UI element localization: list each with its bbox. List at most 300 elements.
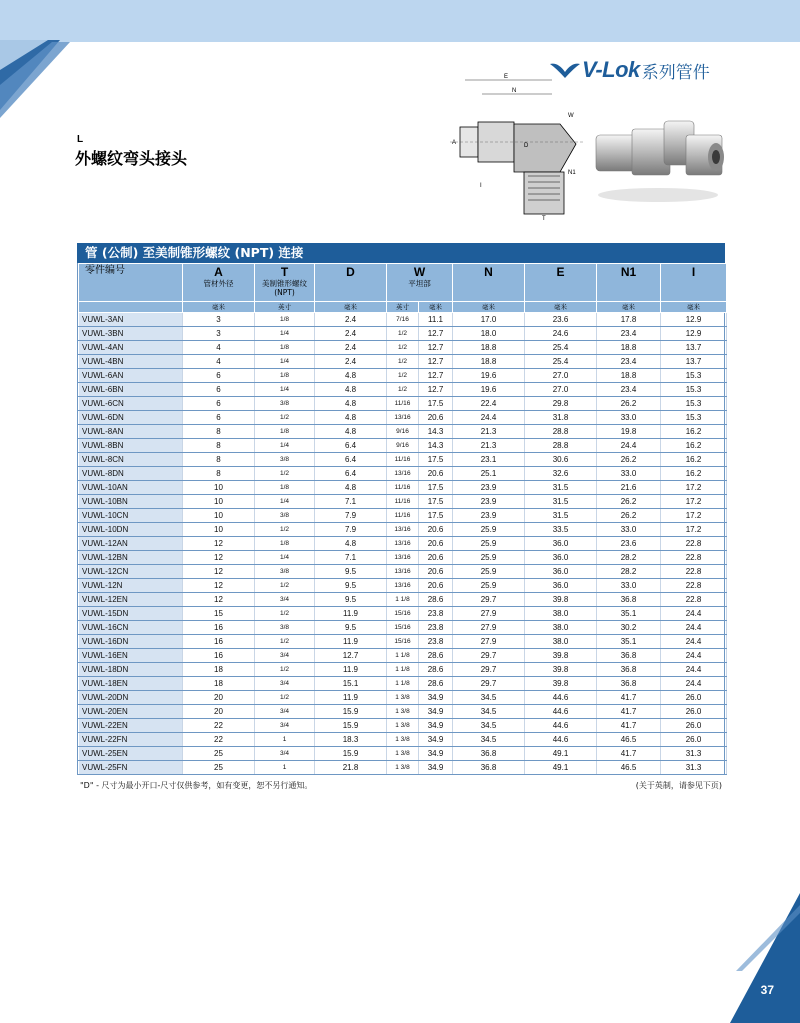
- brand-series: 系列管件: [641, 62, 710, 83]
- table-cell: 2.4: [315, 327, 387, 341]
- table-cell: 16.2: [661, 467, 727, 481]
- table-cell: 1/4: [255, 355, 315, 369]
- table-cell: 27.0: [525, 383, 597, 397]
- table-cell: 17.2: [661, 509, 727, 523]
- table-cell: 18.8: [597, 369, 661, 383]
- table-cell: 15.3: [661, 369, 727, 383]
- table-cell: 3/8: [255, 453, 315, 467]
- table-cell: 1 3/8: [387, 719, 419, 733]
- table-row: [79, 691, 727, 705]
- col-header-w: W 平坦部: [387, 264, 453, 302]
- col-header-part-no: 零件编号: [79, 264, 183, 302]
- table-cell: 18: [183, 677, 255, 691]
- table-cell: 15/16: [387, 635, 419, 649]
- table-cell: 13/16: [387, 565, 419, 579]
- table-cell: 26.0: [661, 705, 727, 719]
- table-cell: 15/16: [387, 621, 419, 635]
- table-cell: 3/8: [255, 565, 315, 579]
- table-cell: 28.2: [597, 551, 661, 565]
- table-cell: 1/2: [255, 523, 315, 537]
- table-cell: 2.4: [315, 313, 387, 327]
- table-cell: 34.9: [419, 761, 453, 775]
- table-cell: 38.0: [525, 635, 597, 649]
- table-cell: 23.4: [597, 383, 661, 397]
- table-cell: 8: [183, 425, 255, 439]
- table-cell: 31.3: [661, 747, 727, 761]
- table-row: [79, 341, 727, 355]
- table-cell: 6: [183, 383, 255, 397]
- table-cell: 17.8: [597, 313, 661, 327]
- unit-cell: 毫米: [419, 302, 453, 313]
- part-number-cell: VUWL-10DN: [79, 523, 183, 537]
- table-cell: 23.9: [453, 509, 525, 523]
- table-cell: 4: [183, 341, 255, 355]
- table-cell: 1 1/8: [387, 677, 419, 691]
- table-cell: 23.8: [419, 635, 453, 649]
- col-header-d: D: [315, 264, 387, 302]
- table-cell: 16.2: [661, 439, 727, 453]
- table-cell: 9/16: [387, 439, 419, 453]
- table-cell: 15: [183, 607, 255, 621]
- table-cell: 12: [183, 537, 255, 551]
- page-number: 37: [760, 983, 774, 997]
- table-cell: 10: [183, 509, 255, 523]
- table-cell: 34.9: [419, 719, 453, 733]
- unit-cell-empty: [79, 302, 183, 313]
- part-number-cell: VUWL-25EN: [79, 747, 183, 761]
- table-row: [79, 551, 727, 565]
- table-cell: 23.9: [453, 481, 525, 495]
- table-row: [79, 649, 727, 663]
- table-cell: 4.8: [315, 481, 387, 495]
- table-cell: 33.0: [597, 579, 661, 593]
- table-row: [79, 663, 727, 677]
- table-cell: 1 3/8: [387, 733, 419, 747]
- table-cell: 2.4: [315, 355, 387, 369]
- table-cell: 31.5: [525, 481, 597, 495]
- table-cell: 16.2: [661, 453, 727, 467]
- table-cell: 46.5: [597, 733, 661, 747]
- table-cell: 36.8: [597, 593, 661, 607]
- part-number-cell: VUWL-16CN: [79, 621, 183, 635]
- table-cell: 32.6: [525, 467, 597, 481]
- table-cell: 44.6: [525, 719, 597, 733]
- table-cell: 35.1: [597, 607, 661, 621]
- table-cell: 24.4: [453, 411, 525, 425]
- col-header-i: I: [661, 264, 727, 302]
- table-cell: 7.1: [315, 495, 387, 509]
- table-cell: 25.9: [453, 551, 525, 565]
- table-cell: 1/2: [387, 327, 419, 341]
- table-cell: 31.8: [525, 411, 597, 425]
- corner-page-tab: [730, 893, 800, 1023]
- table-row: [79, 579, 727, 593]
- dim-label-a: A: [452, 140, 457, 146]
- table-cell: 24.6: [525, 327, 597, 341]
- dim-label-d: D: [524, 143, 529, 149]
- table-cell: 12.9: [661, 313, 727, 327]
- part-number-cell: VUWL-25FN: [79, 761, 183, 775]
- table-cell: 12.7: [419, 327, 453, 341]
- table-cell: 26.2: [597, 495, 661, 509]
- table-cell: 1/8: [255, 537, 315, 551]
- table-cell: 34.9: [419, 705, 453, 719]
- table-cell: 11/16: [387, 509, 419, 523]
- table-cell: 31.5: [525, 509, 597, 523]
- table-cell: 23.4: [597, 327, 661, 341]
- table-cell: 17.5: [419, 495, 453, 509]
- table-cell: 4.8: [315, 369, 387, 383]
- table-cell: 1 1/8: [387, 649, 419, 663]
- table-cell: 33.0: [597, 411, 661, 425]
- table-cell: 11.9: [315, 663, 387, 677]
- table-cell: 3/4: [255, 593, 315, 607]
- table-cell: 1/2: [387, 383, 419, 397]
- table-cell: 24.4: [661, 663, 727, 677]
- table-cell: 1/2: [255, 635, 315, 649]
- table-row: [79, 327, 727, 341]
- part-number-cell: VUWL-8AN: [79, 425, 183, 439]
- table-cell: 35.1: [597, 635, 661, 649]
- table-cell: 26.0: [661, 719, 727, 733]
- table-cell: 8: [183, 453, 255, 467]
- table-row: [79, 761, 727, 775]
- table-cell: 12.7: [419, 355, 453, 369]
- table-cell: 49.1: [525, 747, 597, 761]
- table-cell: 44.6: [525, 691, 597, 705]
- table-cell: 26.2: [597, 453, 661, 467]
- table-cell: 20.6: [419, 467, 453, 481]
- table-cell: 13/16: [387, 411, 419, 425]
- table-row: [79, 495, 727, 509]
- table-cell: 1/4: [255, 551, 315, 565]
- table-cell: 7/16: [387, 313, 419, 327]
- footnote: "D" - 尺寸为最小开口-尺寸仅供参考，如有变更，恕不另行通知。: [80, 781, 313, 790]
- table-cell: 22.8: [661, 579, 727, 593]
- table-cell: 25.9: [453, 579, 525, 593]
- table-cell: 15.3: [661, 383, 727, 397]
- table-cell: 1/2: [255, 663, 315, 677]
- table-row: [79, 453, 727, 467]
- dim-label-n1: N1: [568, 170, 576, 176]
- table-cell: 6.4: [315, 453, 387, 467]
- table-cell: 39.8: [525, 593, 597, 607]
- dim-label-i: I: [480, 183, 482, 189]
- table-cell: 18.8: [453, 355, 525, 369]
- table-cell: 36.8: [597, 649, 661, 663]
- table-cell: 36.8: [453, 761, 525, 775]
- table-cell: 24.4: [597, 439, 661, 453]
- table-cell: 23.8: [419, 621, 453, 635]
- table-row: [79, 523, 727, 537]
- table-cell: 13/16: [387, 537, 419, 551]
- unit-cell: 毫米: [525, 302, 597, 313]
- table-cell: 39.8: [525, 677, 597, 691]
- table-cell: 27.9: [453, 607, 525, 621]
- table-cell: 31.3: [661, 761, 727, 775]
- table-cell: 17.2: [661, 481, 727, 495]
- table-row: [79, 719, 727, 733]
- part-number-cell: VUWL-6BN: [79, 383, 183, 397]
- table-cell: 28.6: [419, 663, 453, 677]
- table-cell: 15.3: [661, 411, 727, 425]
- table-cell: 3/8: [255, 621, 315, 635]
- part-number-cell: VUWL-22FN: [79, 733, 183, 747]
- table-cell: 18.3: [315, 733, 387, 747]
- table-cell: 22.8: [661, 551, 727, 565]
- table-cell: 27.9: [453, 635, 525, 649]
- table-cell: 12.7: [419, 341, 453, 355]
- table-cell: 26.0: [661, 733, 727, 747]
- table-cell: 14.3: [419, 425, 453, 439]
- col-header-n1: N1: [597, 264, 661, 302]
- table-cell: 13.7: [661, 341, 727, 355]
- table-row: [79, 355, 727, 369]
- table-cell: 44.6: [525, 733, 597, 747]
- table-cell: 13/16: [387, 523, 419, 537]
- table-cell: 33.0: [597, 523, 661, 537]
- table-cell: 21.3: [453, 439, 525, 453]
- table-cell: 4.8: [315, 425, 387, 439]
- part-number-cell: VUWL-6AN: [79, 369, 183, 383]
- table-cell: 29.7: [453, 663, 525, 677]
- table-cell: 29.8: [525, 397, 597, 411]
- table-cell: 1/2: [255, 691, 315, 705]
- table-cell: 3/4: [255, 677, 315, 691]
- table-row: [79, 481, 727, 495]
- table-cell: 23.8: [419, 607, 453, 621]
- table-cell: 30.2: [597, 621, 661, 635]
- footnote-imperial-ref: (关于英制，请参见下页): [635, 781, 722, 790]
- table-cell: 38.0: [525, 607, 597, 621]
- table-cell: 16: [183, 621, 255, 635]
- table-cell: 28.6: [419, 677, 453, 691]
- brand-name: V-Lok: [582, 57, 640, 82]
- part-number-cell: VUWL-3BN: [79, 327, 183, 341]
- table-cell: 13/16: [387, 467, 419, 481]
- table-cell: 34.9: [419, 691, 453, 705]
- table-cell: 36.0: [525, 565, 597, 579]
- table-cell: 23.9: [453, 495, 525, 509]
- table-cell: 46.5: [597, 761, 661, 775]
- table-cell: 9.5: [315, 565, 387, 579]
- table-cell: 17.5: [419, 453, 453, 467]
- table-cell: 11/16: [387, 481, 419, 495]
- table-cell: 1/2: [387, 355, 419, 369]
- part-number-cell: VUWL-8CN: [79, 453, 183, 467]
- table-row: [79, 383, 727, 397]
- table-cell: 4.8: [315, 397, 387, 411]
- table-cell: 24.4: [661, 649, 727, 663]
- table-cell: 17.2: [661, 495, 727, 509]
- table-cell: 2.4: [315, 341, 387, 355]
- table-row: [79, 397, 727, 411]
- table-cell: 44.6: [525, 705, 597, 719]
- table-cell: 20.6: [419, 551, 453, 565]
- table-cell: 1 3/8: [387, 747, 419, 761]
- product-code-letter: L: [77, 134, 84, 145]
- table-cell: 24.4: [661, 635, 727, 649]
- table-cell: 25.1: [453, 467, 525, 481]
- table-cell: 33.5: [525, 523, 597, 537]
- table-cell: 7.9: [315, 509, 387, 523]
- table-cell: 24.4: [661, 607, 727, 621]
- table-cell: 23.6: [597, 537, 661, 551]
- table-cell: 1/4: [255, 495, 315, 509]
- table-cell: 15.1: [315, 677, 387, 691]
- table-cell: 11.1: [419, 313, 453, 327]
- table-cell: 41.7: [597, 691, 661, 705]
- table-cell: 17.5: [419, 481, 453, 495]
- table-cell: 12.7: [419, 383, 453, 397]
- table-cell: 16: [183, 635, 255, 649]
- table-cell: 1 3/8: [387, 705, 419, 719]
- table-cell: 15.9: [315, 747, 387, 761]
- table-cell: 1/2: [255, 467, 315, 481]
- table-cell: 30.6: [525, 453, 597, 467]
- table-cell: 3/8: [255, 397, 315, 411]
- table-row: [79, 621, 727, 635]
- table-cell: 36.8: [597, 677, 661, 691]
- table-cell: 33.0: [597, 467, 661, 481]
- table-cell: 36.8: [453, 747, 525, 761]
- unit-cell: 毫米: [597, 302, 661, 313]
- table-body: [79, 313, 727, 775]
- table-cell: 17.5: [419, 397, 453, 411]
- table-cell: 8: [183, 467, 255, 481]
- table-cell: 18.0: [453, 327, 525, 341]
- table-cell: 22.4: [453, 397, 525, 411]
- table-cell: 34.5: [453, 705, 525, 719]
- table-cell: 1 3/8: [387, 761, 419, 775]
- table-cell: 25.4: [525, 355, 597, 369]
- unit-cell: 英寸: [255, 302, 315, 313]
- table-cell: 3: [183, 327, 255, 341]
- top-band: [0, 0, 800, 42]
- table-cell: 22.8: [661, 537, 727, 551]
- table-cell: 10: [183, 523, 255, 537]
- part-number-cell: VUWL-16DN: [79, 635, 183, 649]
- table-cell: 3: [183, 313, 255, 327]
- table-cell: 16.2: [661, 425, 727, 439]
- table-cell: 22.8: [661, 565, 727, 579]
- table-cell: 20.6: [419, 565, 453, 579]
- table-cell: 29.7: [453, 593, 525, 607]
- spec-table: [78, 263, 727, 775]
- table-cell: 3/8: [255, 509, 315, 523]
- unit-cell: 毫米: [315, 302, 387, 313]
- table-cell: 23.4: [597, 355, 661, 369]
- table-cell: 28.8: [525, 439, 597, 453]
- table-cell: 25.4: [525, 341, 597, 355]
- fitting-dimension-diagram: [440, 72, 590, 222]
- table-cell: 12: [183, 593, 255, 607]
- table-cell: 34.5: [453, 691, 525, 705]
- table-cell: 1/8: [255, 425, 315, 439]
- table-cell: 18.8: [453, 341, 525, 355]
- table-cell: 4: [183, 355, 255, 369]
- table-row: [79, 313, 727, 327]
- table-cell: 36.0: [525, 537, 597, 551]
- table-cell: 21.3: [453, 425, 525, 439]
- table-cell: 34.9: [419, 747, 453, 761]
- table-cell: 1 1/8: [387, 663, 419, 677]
- part-number-cell: VUWL-20EN: [79, 705, 183, 719]
- table-cell: 9/16: [387, 425, 419, 439]
- table-cell: 13/16: [387, 579, 419, 593]
- part-number-cell: VUWL-12N: [79, 579, 183, 593]
- table-cell: 1/8: [255, 341, 315, 355]
- table-cell: 20.6: [419, 537, 453, 551]
- table-cell: 14.3: [419, 439, 453, 453]
- table-cell: 3/4: [255, 705, 315, 719]
- table-cell: 8: [183, 439, 255, 453]
- table-cell: 16: [183, 649, 255, 663]
- table-row: [79, 733, 727, 747]
- table-cell: 12: [183, 565, 255, 579]
- table-cell: 28.8: [525, 425, 597, 439]
- table-cell: 21.6: [597, 481, 661, 495]
- part-number-cell: VUWL-4AN: [79, 341, 183, 355]
- part-number-cell: VUWL-20DN: [79, 691, 183, 705]
- part-number-cell: VUWL-22EN: [79, 719, 183, 733]
- table-cell: 12.9: [661, 327, 727, 341]
- table-cell: 1/4: [255, 383, 315, 397]
- part-number-cell: VUWL-8DN: [79, 467, 183, 481]
- table-cell: 23.1: [453, 453, 525, 467]
- table-row: [79, 607, 727, 621]
- table-cell: 12: [183, 551, 255, 565]
- table-cell: 3/4: [255, 719, 315, 733]
- table-cell: 25.9: [453, 565, 525, 579]
- part-number-cell: VUWL-10CN: [79, 509, 183, 523]
- part-number-cell: VUWL-8BN: [79, 439, 183, 453]
- table-cell: 15/16: [387, 607, 419, 621]
- unit-cell: 英寸: [387, 302, 419, 313]
- table-cell: 29.7: [453, 649, 525, 663]
- table-cell: 11/16: [387, 453, 419, 467]
- table-cell: 24.4: [661, 621, 727, 635]
- table-cell: 29.7: [453, 677, 525, 691]
- part-number-cell: VUWL-6DN: [79, 411, 183, 425]
- table-cell: 27.0: [525, 369, 597, 383]
- part-number-cell: VUWL-18EN: [79, 677, 183, 691]
- table-cell: 1/8: [255, 481, 315, 495]
- dim-label-w: W: [568, 113, 574, 119]
- table-cell: 1/8: [255, 313, 315, 327]
- table-row: [79, 537, 727, 551]
- table-cell: 26.0: [661, 691, 727, 705]
- unit-cell: 毫米: [661, 302, 727, 313]
- table-cell: 7.9: [315, 523, 387, 537]
- fitting-photo: [588, 95, 728, 205]
- dim-label-e: E: [504, 74, 509, 80]
- table-cell: 39.8: [525, 649, 597, 663]
- table-cell: 17.2: [661, 523, 727, 537]
- corner-decoration: [0, 0, 110, 140]
- table-row: [79, 411, 727, 425]
- dim-label-n: N: [512, 88, 517, 94]
- table-row: [79, 509, 727, 523]
- part-number-cell: VUWL-12AN: [79, 537, 183, 551]
- table-cell: 20.6: [419, 579, 453, 593]
- table-cell: 19.6: [453, 369, 525, 383]
- table-cell: 12.7: [315, 649, 387, 663]
- table-cell: 23.6: [525, 313, 597, 327]
- table-cell: 26.2: [597, 509, 661, 523]
- table-row: [79, 467, 727, 481]
- table-cell: 12.7: [419, 369, 453, 383]
